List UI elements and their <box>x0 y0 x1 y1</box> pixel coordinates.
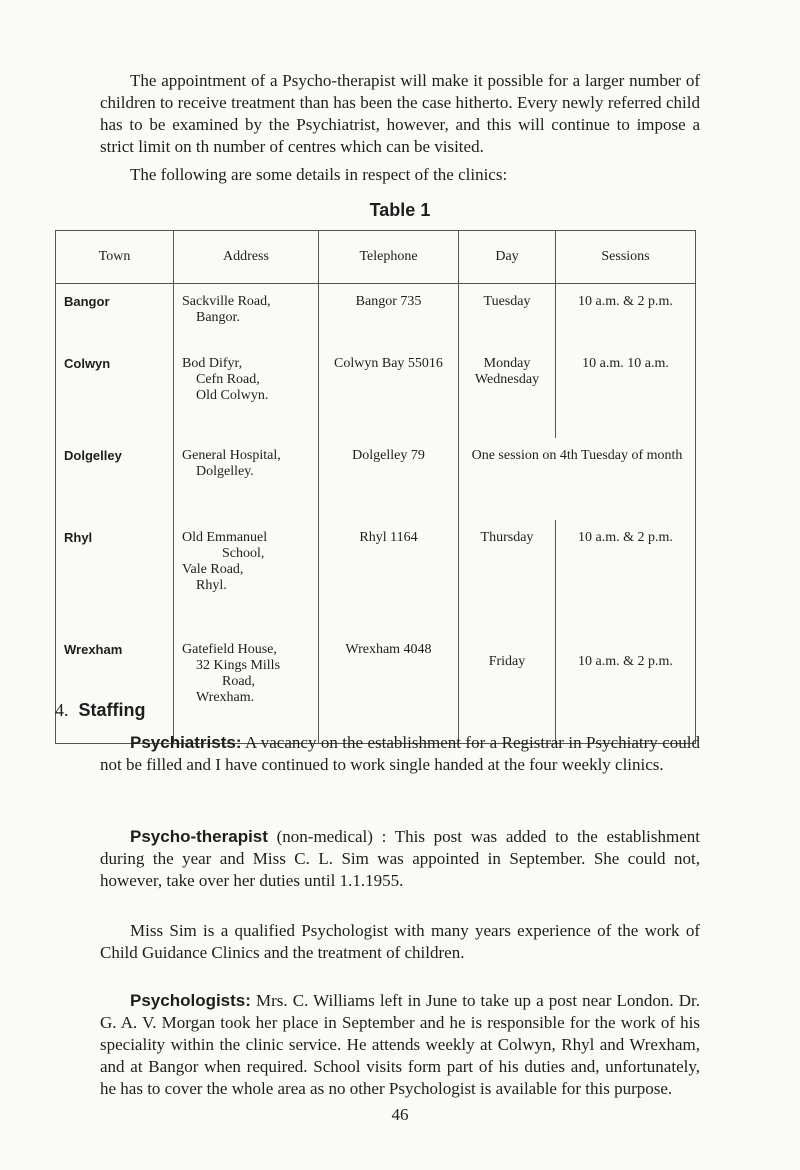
day-cell: Friday <box>459 632 556 744</box>
day-cell: Thursday <box>459 520 556 632</box>
address-line: Sackville Road, <box>182 294 271 309</box>
table-row <box>56 520 696 632</box>
section-heading <box>55 700 146 721</box>
address-line: Cefn Road, <box>196 371 260 387</box>
town-cell: Wrexham <box>56 632 174 744</box>
table-header-row <box>56 231 696 284</box>
telephone-cell: Bangor 735 <box>319 284 459 346</box>
day-cell: Monday Wednesday <box>459 346 556 438</box>
psychologists-paragraph <box>100 990 700 1100</box>
header-sessions: Sessions <box>556 231 696 284</box>
table-row <box>56 438 696 520</box>
address-line: Old Colwyn. <box>196 387 269 403</box>
address-line: 32 Kings Mills <box>196 657 281 673</box>
address-line: Vale Road, <box>182 561 244 577</box>
address-cell <box>174 520 319 632</box>
address-cell <box>174 284 319 346</box>
intro-lead-paragraph: The following are some details in respect of the clinics: <box>130 165 508 184</box>
address-line: Gatefield House, <box>182 641 277 657</box>
telephone-cell: Wrexham 4048 <box>319 632 459 744</box>
telephone-cell: Dolgelley 79 <box>319 438 459 520</box>
header-town: Town <box>56 231 174 284</box>
psychologists-text: Mrs. C. Williams left in June to take up a post near London. Dr. G. A. V. Morgan took her place in September and he is responsible for the work of his speciality within the clinic service. He attends weekly at Colwyn, Rhyl and Wrexham, and at Bangor when required. School visits form part of his duties and, unfortunately, he has to cover the whole area as no other Psychologist is available for this purpose. <box>100 991 700 1098</box>
address-line: Road, <box>222 673 256 689</box>
address-line: Bangor. <box>196 310 240 325</box>
table-row <box>56 346 696 438</box>
address-line: School, <box>222 545 265 561</box>
town-cell: Dolgelley <box>56 438 174 520</box>
header-day: Day <box>459 231 556 284</box>
telephone-cell: Rhyl 1164 <box>319 520 459 632</box>
sessions-cell: 10 a.m. & 2 p.m. <box>556 520 696 632</box>
psychotherapist-lead: Psycho-therapist <box>130 827 268 846</box>
intro-paragraph: The appointment of a Psycho-therapist will make it possible for a larger number of children to receive treatment than has been the case hitherto. Every newly referred child has to be examined by the Psychiatrist, however, and this will continue to impose a strict limit on th number of centres which can be visited. <box>100 71 700 156</box>
table-caption: Table 1 <box>369 200 431 220</box>
psychotherapist-text: (non-medical) : This post was added to the establishment during the year and Miss C. L. Sim was appointed in September. She could not, however, take over her duties until 1.1.1955. <box>100 827 700 890</box>
sessions-cell: 10 a.m. & 2 p.m. <box>556 284 696 346</box>
telephone-cell: Colwyn Bay 55016 <box>319 346 459 438</box>
address-line: Dolgelley. <box>196 463 254 479</box>
psychiatrists-lead: Psychiatrists: <box>130 733 242 752</box>
section-title: Staffing <box>78 700 146 720</box>
address-cell <box>174 346 319 438</box>
town-cell: Bangor <box>56 284 174 346</box>
header-telephone: Telephone <box>319 231 459 284</box>
psychotherapist-paragraph <box>100 826 700 892</box>
address-line: Bod Difyr, <box>182 355 243 371</box>
header-address: Address <box>174 231 319 284</box>
address-cell <box>174 632 319 744</box>
town-cell: Rhyl <box>56 520 174 632</box>
psychiatrists-text: A vacancy on the establishment for a Registrar in Psychiatry could not be filled and I have continued to work single handed at the four weekly clinics. <box>100 733 700 774</box>
sessions-cell: 10 a.m. 10 a.m. <box>556 346 696 438</box>
page-number: 46 <box>391 1105 409 1124</box>
day-cell: Tuesday <box>459 284 556 346</box>
address-line: Old Emmanuel <box>182 529 268 545</box>
psychologists-lead: Psychologists: <box>130 991 251 1010</box>
address-cell <box>174 438 319 520</box>
table-row <box>56 284 696 346</box>
sim-paragraph: Miss Sim is a qualified Psychologist with many years experience of the work of Child Guidance Clinics and the treatment of children. <box>100 921 700 962</box>
address-line: Rhyl. <box>196 577 227 593</box>
section-number: 4. <box>55 700 69 720</box>
table-row <box>56 632 696 744</box>
address-line: General Hospital, <box>182 447 281 463</box>
day-sessions-cell: One session on 4th Tuesday of month <box>459 438 696 520</box>
clinics-table <box>55 230 696 744</box>
town-cell: Colwyn <box>56 346 174 438</box>
address-line: Wrexham. <box>196 689 255 705</box>
psychiatrists-paragraph <box>100 732 700 776</box>
sessions-cell: 10 a.m. & 2 p.m. <box>556 632 696 744</box>
